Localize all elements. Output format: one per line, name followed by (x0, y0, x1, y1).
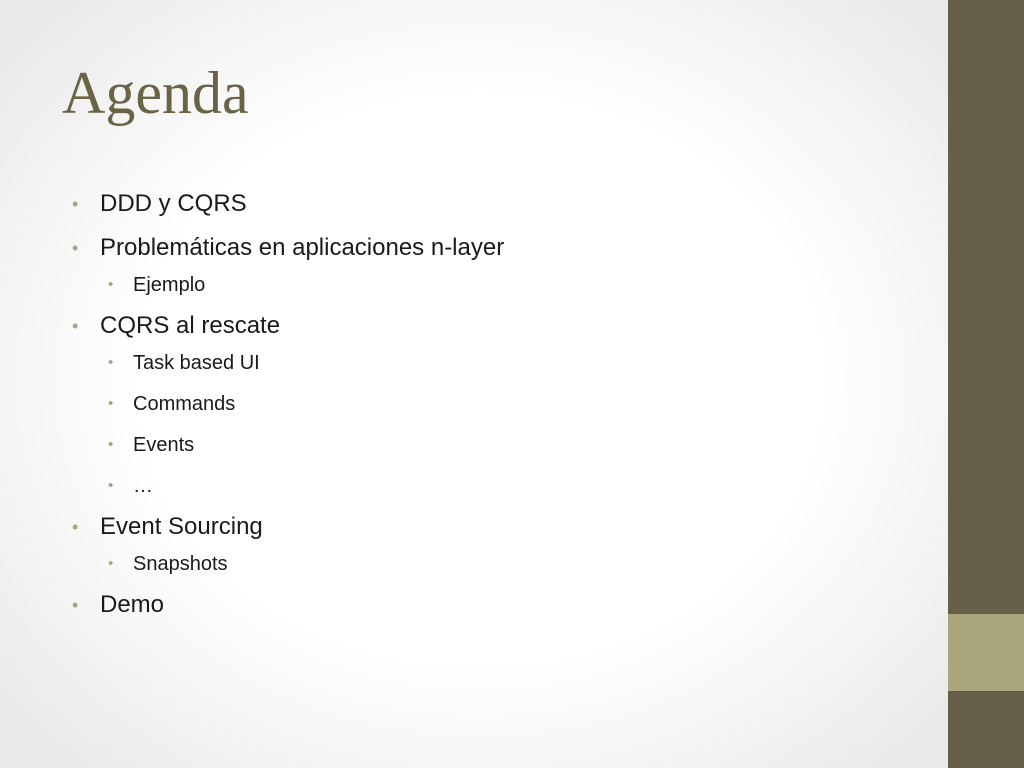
agenda-subitem (72, 348, 892, 378)
agenda-item-text: CQRS al rescate (100, 312, 281, 339)
agenda-subitem (72, 270, 892, 300)
sidebar-accent-block (948, 614, 1024, 691)
bullet-icon: • (108, 555, 114, 572)
agenda-item (72, 587, 892, 623)
agenda-subitem (72, 471, 892, 501)
agenda-subitem-text: Snapshots (133, 553, 228, 575)
bullet-icon: • (72, 316, 79, 336)
agenda-subitem-text: Commands (133, 393, 236, 415)
agenda-subitem (72, 389, 892, 419)
bullet-icon: • (108, 436, 114, 453)
bullet-icon: • (108, 276, 114, 293)
agenda-item-text: Problemáticas en aplicaciones n-layer (100, 234, 505, 261)
bullet-icon: • (108, 477, 114, 494)
bullet-icon: • (72, 517, 79, 537)
agenda-item-text: Event Sourcing (100, 513, 263, 540)
bullet-icon: • (72, 595, 79, 615)
agenda-item (72, 230, 892, 266)
bullet-icon: • (72, 238, 79, 258)
agenda-item (72, 308, 892, 344)
agenda-subitem (72, 549, 892, 579)
agenda-subitem-text: … (133, 475, 153, 497)
bullet-icon: • (108, 354, 114, 371)
bullet-icon: • (72, 194, 79, 214)
agenda-list (72, 186, 892, 623)
agenda-item (72, 186, 892, 222)
bullet-icon: • (108, 395, 114, 412)
agenda-item (72, 509, 892, 545)
agenda-subitem-text: Ejemplo (133, 274, 206, 296)
agenda-subitem (72, 430, 892, 460)
agenda-subitem-text: Events (133, 434, 195, 456)
agenda-item-text: Demo (100, 591, 165, 618)
slide-title: Agenda (62, 60, 249, 126)
agenda-item-text: DDD y CQRS (100, 190, 247, 217)
agenda-subitem-text: Task based UI (133, 352, 260, 374)
